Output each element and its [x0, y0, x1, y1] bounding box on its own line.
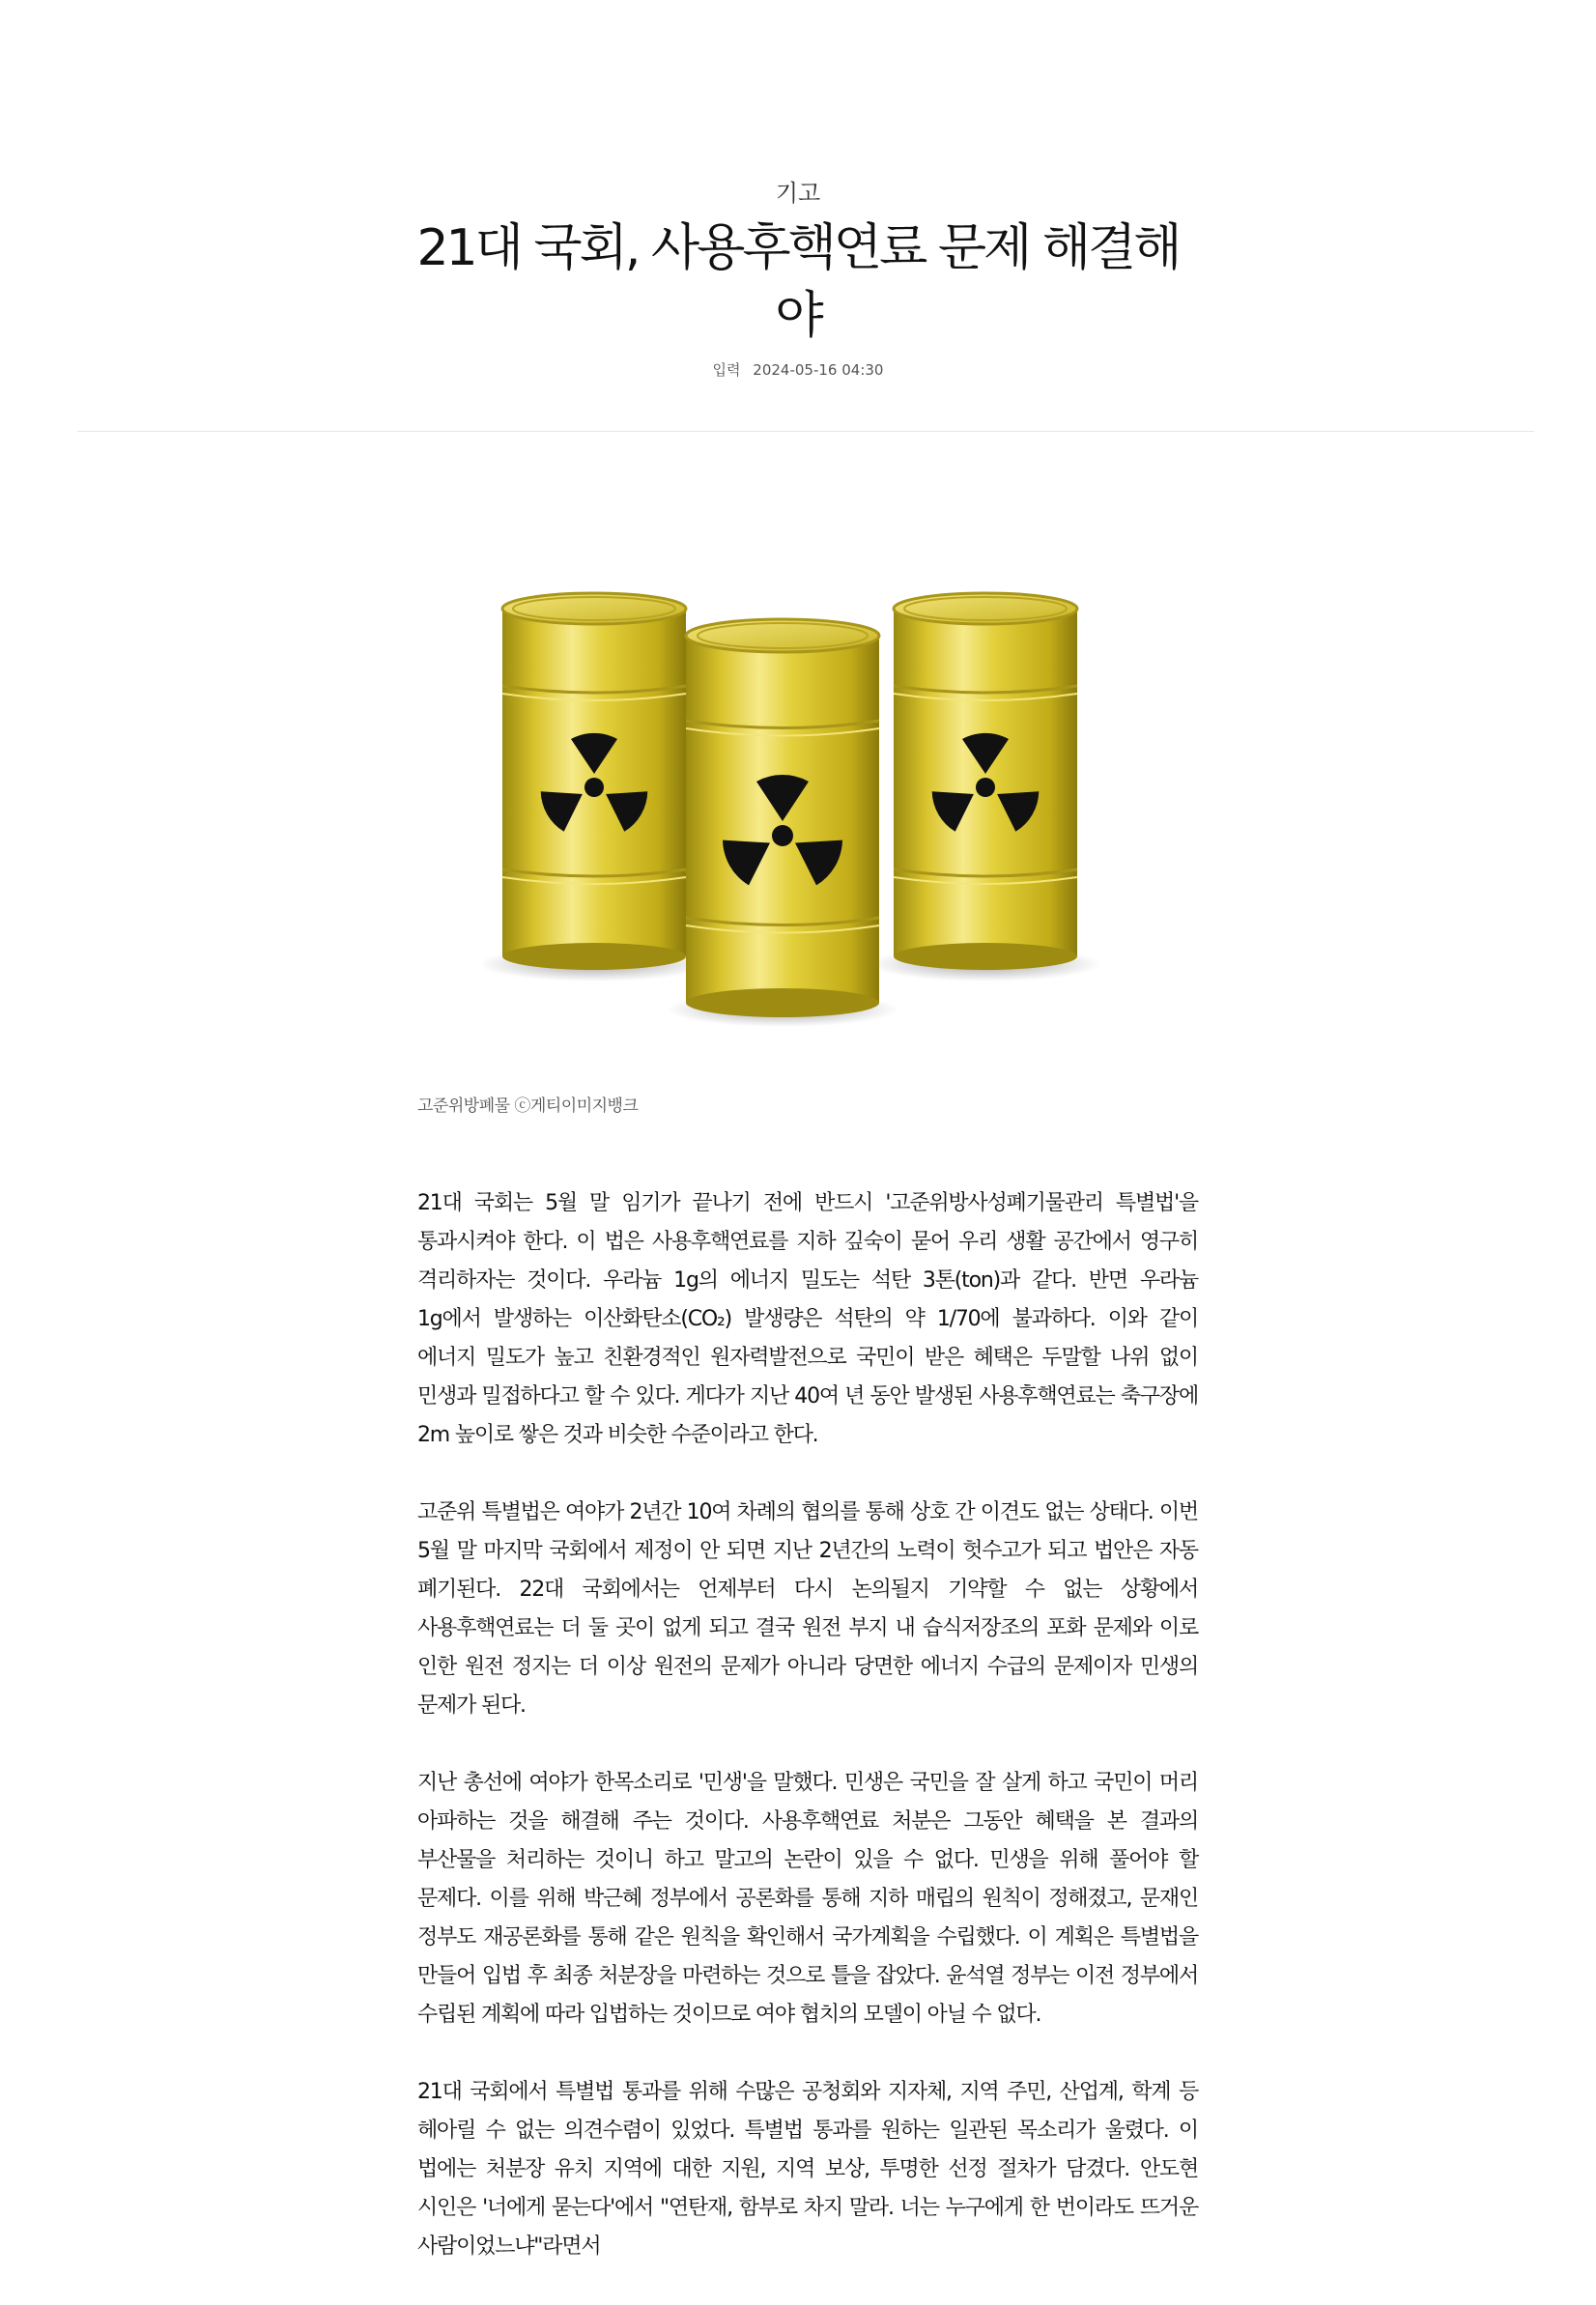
page-title: 21대 국회, 사용후핵연료 문제 해결해야	[416, 219, 1180, 345]
radioactive-barrels-icon	[483, 570, 1140, 1034]
article-paragraph: 지난 총선에 여야가 한목소리로 '민생'을 말했다. 민생은 국민을 잘 살게 하고 국민이 머리 아파하는 것을 해결해 주는 것이다. 사용후핵연료 처분은 그동안 혜택을 본 결과의 부산물을 처리하는 것이니 하고 말고의 논란이 있을 수 없다. 민생을 위해 풀어야 할 문제다. 이를 위해 박근혜 정부에서 공론화를 통해 지하 매립의 원칙이 정해졌고, 문재인 정부도 재공론화를 통해 같은 원칙을 확인해서 국가계획을 수립했다. 이 계획은 특별법을 만들어 입법 후 최종 처분장을 마련하는 것으로 틀을 잡았다. 윤석열 정부는 이전 정부에서 수립된 계획에 따라 입법하는 것이므로 여야 협치의 모델이 아닐 수 없다.	[417, 1771, 1198, 2027]
article-body	[417, 1184, 1198, 2305]
publish-date: 2024-05-16 04:30	[753, 361, 884, 379]
date-label: 입력	[712, 361, 741, 379]
barrel-center	[686, 619, 879, 1017]
article-paragraph: 21대 국회에서 특별법 통과를 위해 수많은 공청회와 지자체, 지역 주민, 산업계, 학계 등 헤아릴 수 없는 의견수렴이 있었다. 특별법 통과를 원하는 일관된 목소리가 울렸다. 이 법에는 처분장 유치 지역에 대한 지원, 지역 보상, 투명한 선정 절차가 담겼다. 안도현 시인은 '너에게 묻는다'에서 "연탄재, 함부로 차지 말라. 너는 누구에게 한 번이라도 뜨거운 사람이었느냐"라면서	[417, 2080, 1198, 2259]
article-paragraph: 21대 국회는 5월 말 임기가 끝나기 전에 반드시 '고준위방사성폐기물관리 특별법'을 통과시켜야 한다. 이 법은 사용후핵연료를 지하 깊숙이 묻어 우리 생활 공간에서 영구히 격리하자는 것이다. 우라늄 1g의 에너지 밀도는 석탄 3톤(ton)과 같다. 반면 우라늄 1g에서 발생하는 이산화탄소(CO₂) 발생량은 석탄의 약 1/70에 불과하다. 이와 같이 에너지 밀도가 높고 친환경적인 원자력발전으로 국민이 받은 혜택은 두말할 나위 없이 민생과 밀접하다고 할 수 있다. 게다가 지난 40여 년 동안 발생된 사용후핵연료는 축구장에 2m 높이로 쌓은 것과 비슷한 수준이라고 한다.	[417, 1191, 1198, 1447]
photo-caption: 고준위방폐물 ⓒ게티이미지뱅크	[417, 1096, 639, 1116]
barrel-left	[502, 593, 686, 970]
article-photo	[483, 570, 1140, 1034]
barrel-right	[894, 593, 1077, 970]
article-paragraph: 고준위 특별법은 여야가 2년간 10여 차례의 협의를 통해 상호 간 이견도 없는 상태다. 이번 5월 말 마지막 국회에서 제정이 안 되면 지난 2년간의 노력이 헛수고가 되고 법안은 자동 폐기된다. 22대 국회에서는 언제부터 다시 논의될지 기약할 수 없는 상황에서 사용후핵연료는 더 둘 곳이 없게 되고 결국 원전 부지 내 습식저장조의 포화 문제와 이로 인한 원전 정지는 더 이상 원전의 문제가 아니라 당면한 에너지 수급의 문제이자 민생의 문제가 된다.	[417, 1500, 1198, 1718]
section-label: 기고	[775, 180, 821, 207]
header-divider	[77, 431, 1534, 432]
publish-info	[0, 359, 1596, 380]
